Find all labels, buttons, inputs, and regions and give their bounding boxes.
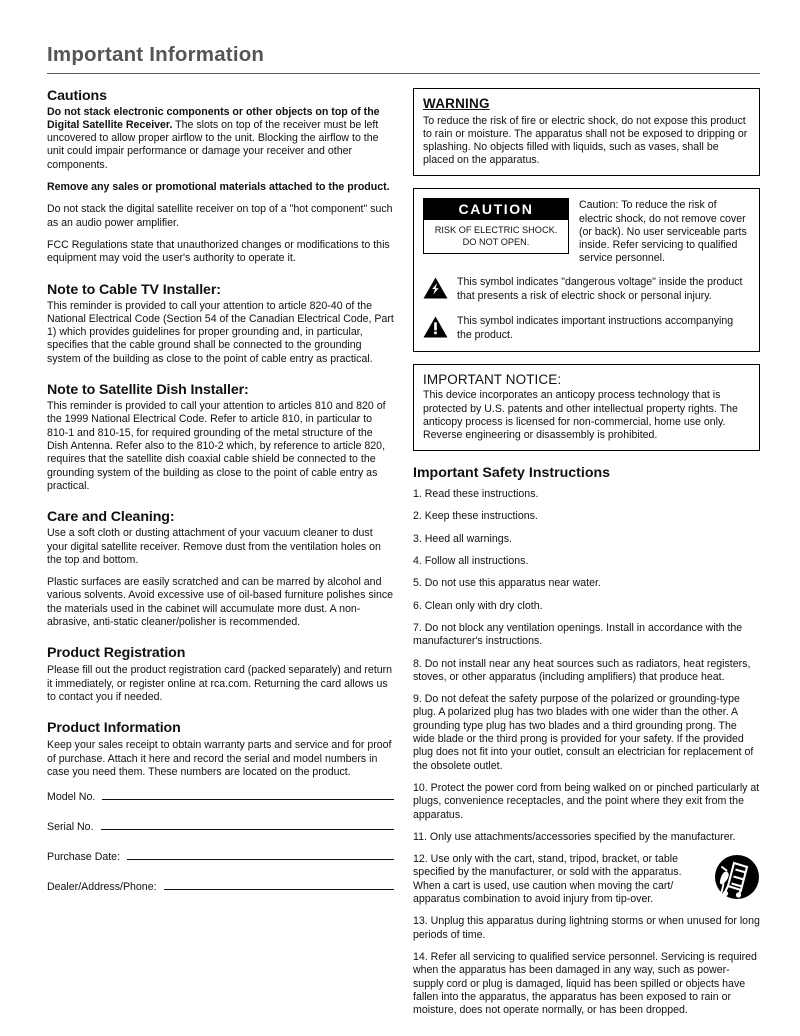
cautions-paragraph-1 [47, 106, 394, 172]
purchase-date-label: Purchase Date: [47, 851, 121, 864]
cable-installer-text: This reminder is provided to call your attention to article 820-40 of the National Electrical Code (Section 54 of the Canadian Electrical Code, Part 1) which provides guidelines for proper grounding and, in particular, specifies that the cable ground shall be connected to the grounding system of the building as close to the point of cable entry as practical. [47, 299, 394, 365]
product-information-text: Keep your sales receipt to obtain warranty parts and service and for proof of purchase. Attach it here and record the serial and model numbers in case you need them. These numbers are located on the product. [47, 739, 392, 778]
section-heading-care-and-cleaning: Care and Cleaning: [47, 509, 175, 526]
warning-box [413, 88, 760, 177]
lightning-bolt-triangle-icon [423, 277, 448, 304]
section-heading-product-registration: Product Registration [47, 645, 186, 662]
cautions-p1-bold: Do not stack electronic components or other objects on top of the Digital Satellite Receiver. [47, 105, 380, 131]
header-divider [47, 73, 760, 74]
cautions-paragraph-2: Remove any sales or promotional materials attached to the product. [47, 181, 390, 194]
cautions-paragraph-4: FCC Regulations state that unauthorized changes or modifications to this equipment may void the user's authority to operate it. [47, 238, 390, 265]
safety-item-8: 8. Do not install near any heat sources such as radiators, heat registers, stoves, or other apparatus (including amplifiers) that produce heat. [413, 657, 751, 683]
care-paragraph-1: Use a soft cloth or dusting attachment of your vacuum cleaner to dust your digital satellite receiver. Remove dust from the ventilation holes on the top and bottom. [47, 527, 381, 566]
safety-item-7: 7. Do not block any ventilation openings. Install in accordance with the manufacturer's instructions. [413, 621, 743, 648]
warning-text: To reduce the risk of fire or electric shock, do not expose this product to rain or moisture. The apparatus shall not be exposed to dripping or splashing. No objects filled with liquids, such as vases, shall be placed on the apparatus. [423, 114, 748, 167]
caution-sign-line-1: RISK OF ELECTRIC SHOCK. [434, 225, 558, 236]
safety-item-13: 13. Unplug this apparatus during lightning storms or when unused for long periods of time. [413, 915, 760, 941]
caution-sign-line-2: DO NOT OPEN. [462, 237, 530, 248]
safety-item-3: 3. Heed all warnings. [413, 532, 512, 545]
dish-installer-text: This reminder is provided to call your attention to articles 810 and 820 of the 1999 National Electrical Code. Refer to article 810, in particular to 810-1 and 810-15, for required grounding of the metal structure of the Dish Antenna. Refer also to the 810-2 which, by reference to article 820, requires that the satellite dish coaxial cable shield be connected to the grounding system of the building as close to the point of cable entry as practical. [47, 400, 386, 492]
section-heading-important-safety-instructions: Important Safety Instructions [413, 465, 611, 482]
section-heading-cable-tv-installer: Note to Cable TV Installer: [47, 281, 221, 298]
serial-no-input[interactable] [101, 818, 394, 830]
purchase-date-input[interactable] [127, 848, 394, 860]
symbol-row-dangerous-voltage [423, 276, 750, 304]
safety-item-4: 4. Follow all instructions. [413, 555, 529, 568]
serial-no-label: Serial No. [47, 821, 94, 834]
safety-item-5: 5. Do not use this apparatus near water. [413, 577, 601, 590]
dealer-address-phone-input[interactable] [164, 878, 394, 890]
cautions-p1-rest: The slots on top of the receiver must be left uncovered to allow proper airflow to the unit. Blocking the airflow to the unit could impair performance or damage your receiver and other components. [47, 118, 379, 171]
dangerous-voltage-text: This symbol indicates "dangerous voltage" inside the product that presents a risk of electric shock or personal injury. [457, 276, 743, 302]
cautions-paragraph-3: Do not stack the digital satellite receiver on top of a "hot component" such as an audio power amplifier. [47, 203, 393, 229]
safety-item-10: 10. Protect the power cord from being walked on or pinched particularly at plugs, convenience receptacles, and the point where they exit from the apparatus. [413, 781, 760, 821]
section-heading-satellite-dish-installer: Note to Satellite Dish Installer: [47, 382, 249, 399]
safety-item-1: 1. Read these instructions. [413, 488, 539, 501]
safety-item-12-text: 12. Use only with the cart, stand, tripod, bracket, or table specified by the manufacturer, or sold with the apparatus. When a cart is used, use caution when moving the cart/ apparatus combination to avoid injury from tip-over. [413, 853, 682, 906]
form-row-purchase-date [47, 848, 394, 863]
section-heading-product-information: Product Information [47, 720, 181, 737]
cart-tipover-icon [714, 854, 760, 904]
model-no-label: Model No. [47, 791, 96, 804]
safety-item-2: 2. Keep these instructions. [413, 510, 538, 523]
form-row-dealer-address-phone [47, 878, 394, 893]
safety-item-6: 6. Clean only with dry cloth. [413, 599, 543, 612]
caution-sign-text [424, 220, 568, 253]
product-registration-text: Please fill out the product registration card (packed separately) and return it immediately, or register online at rca.com. Returning the card allows us to contact you if needed. [47, 664, 393, 703]
important-notice-text: This device incorporates an anticopy process technology that is protected by U.S. patents and other intellectual property rights. The anticopy process is licensed for non-commercial, home use only. Reverse engineering or disassembly is prohibited. [423, 389, 738, 441]
safety-item-9: 9. Do not defeat the safety purpose of the polarized or grounding-type plug. A polarized plug has two blades with one wider than the other. A grounding type plug has two blades and a third grounding prong. The wide blade or the third prong is provided for your safety. If the provided plug does not fit into your outlet, consult an electrician for replacement of the obsolete outlet. [413, 693, 754, 772]
two-column-layout [47, 88, 760, 1027]
caution-box [413, 188, 760, 352]
form-row-serial-no [47, 818, 394, 833]
model-no-input[interactable] [102, 788, 394, 800]
important-notice-box [413, 364, 760, 451]
caution-top-row [423, 198, 750, 265]
safety-item-11: 11. Only use attachments/accessories specified by the manufacturer. [413, 830, 736, 843]
form-row-model-no [47, 788, 394, 803]
page-title: Important Information [47, 43, 265, 66]
exclamation-triangle-icon [423, 316, 448, 343]
dealer-address-phone-label: Dealer/Address/Phone: [47, 881, 157, 894]
left-column [47, 88, 394, 909]
warning-title: WARNING [423, 95, 490, 111]
caution-sign [423, 198, 569, 254]
symbol-row-important-instructions [423, 315, 750, 343]
safety-item-12 [413, 853, 760, 906]
caution-bar-label: CAUTION [424, 199, 568, 220]
important-instructions-text: This symbol indicates important instructions accompanying the product. [457, 315, 734, 341]
safety-item-14: 14. Refer all servicing to qualified service personnel. Servicing is required when the apparatus has been damaged in any way, such as power-supply cord or plug is damaged, liquid has been spilled or objects have fallen into the apparatus, the apparatus has been exposed to rain or moisture, does not operate normally, or has been dropped. [413, 950, 757, 1017]
section-heading-cautions: Cautions [47, 87, 107, 104]
caution-copy-text: Caution: To reduce the risk of electric shock, do not remove cover (or back). No user serviceable parts inside. Refer servicing to qualified service personnel. [579, 199, 747, 265]
right-column [413, 88, 760, 1027]
care-paragraph-2: Plastic surfaces are easily scratched and can be marred by alcohol and various solvents. Avoid excessive use of oil-based furniture polishes since the materials used in the cabinet will accumulate more dust. A non-abrasive, anti-static cleaner/polisher is recommended. [47, 576, 394, 628]
important-notice-title: IMPORTANT NOTICE: [423, 372, 562, 388]
